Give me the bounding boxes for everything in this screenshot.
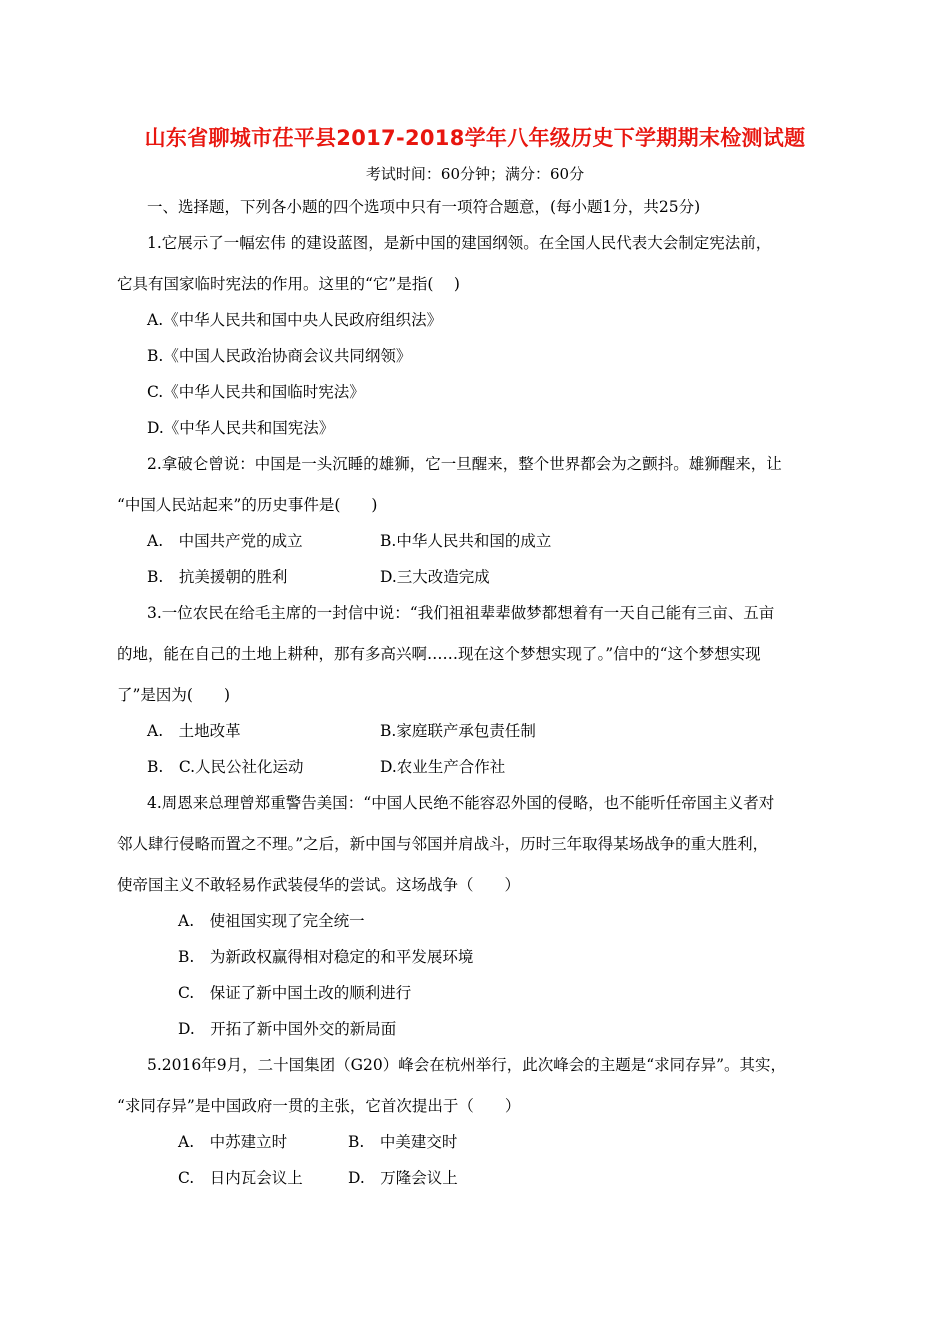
question-4-option-d: D. 开拓了新中国外交的新局面 [178,1020,397,1038]
exam-info: 考试时间：60分钟；满分：60分 [365,165,585,183]
question-3-option-c: B. C.人民公社化运动 [147,758,304,776]
question-3-option-b: B.家庭联产承包责任制 [380,722,536,740]
question-1-option-c: C.《中华人民共和国临时宪法》 [147,383,365,401]
question-4-option-b: B. 为新政权赢得相对稳定的和平发展环境 [178,948,474,966]
question-3-text-cont2: 了”是因为( ) [117,686,231,704]
question-3-text: 3.一位农民在给毛主席的一封信中说：“我们祖祖辈辈做梦都想着有一天自己能有三亩、五亩 [147,604,775,622]
question-5-option-d: D. 万隆会议上 [348,1169,458,1187]
question-5-text-cont: “求同存异”是中国政府一贯的主张，它首次提出于（ ） [117,1097,521,1115]
question-1-text: 1.它展示了一幅宏伟 的建设蓝图，是新中国的建国纲领。在全国人民代表大会制定宪法前， [147,234,772,252]
section-heading: 一、选择题，下列各小题的四个选项中只有一项符合题意，(每小题1分，共25分) [147,198,701,216]
question-1-text-cont: 它具有国家临时宪法的作用。这里的“它”是指( ) [117,275,460,293]
question-5-option-c: C. 日内瓦会议上 [178,1169,303,1187]
question-2-text-cont: “中国人民站起来”的历史事件是( ) [117,496,378,514]
question-3-option-d: D.农业生产合作社 [380,758,506,776]
question-2-option-c: B. 抗美援朝的胜利 [147,568,288,586]
question-5-option-b: B. 中美建交时 [348,1133,458,1151]
question-5-option-a: A. 中苏建立时 [178,1133,288,1151]
question-3-text-cont: 的地，能在自己的土地上耕种，那有多高兴啊……现在这个梦想实现了。”信中的“这个梦想实现 [117,645,761,663]
question-4-option-c: C. 保证了新中国土改的顺利进行 [178,984,412,1002]
question-1-option-a: A.《中华人民共和国中央人民政府组织法》 [147,311,443,329]
question-4-text-cont: 邻人肆行侵略而置之不理。”之后，新中国与邻国并肩战斗，历时三年取得某场战争的重大胜利， [117,835,769,853]
question-4-text: 4.周恩来总理曾郑重警告美国：“中国人民绝不能容忍外国的侵略，也不能听任帝国主义者对 [147,794,775,812]
question-4-option-a: A. 使祖国实现了完全统一 [178,912,365,930]
question-2-text: 2.拿破仑曾说：中国是一头沉睡的雄狮，它一旦醒来，整个世界都会为之颤抖。雄狮醒来，让 [147,455,782,473]
question-2-option-d: D.三大改造完成 [380,568,490,586]
question-1-option-b: B.《中国人民政治协商会议共同纲领》 [147,347,412,365]
question-1-option-d: D.《中华人民共和国宪法》 [147,419,335,437]
question-4-text-cont2: 使帝国主义不敢轻易作武装侵华的尝试。这场战争（ ） [117,876,521,894]
question-5-text: 5.2016年9月，二十国集团（G20）峰会在杭州举行，此次峰会的主题是“求同存异”。其实， [147,1056,787,1074]
question-3-option-a: A. 土地改革 [147,722,241,740]
page-title: 山东省聊城市茌平县2017-2018学年八年级历史下学期期末检测试题 [144,126,806,150]
question-2-option-a: A. 中国共产党的成立 [147,532,303,550]
question-2-option-b: B.中华人民共和国的成立 [380,532,552,550]
